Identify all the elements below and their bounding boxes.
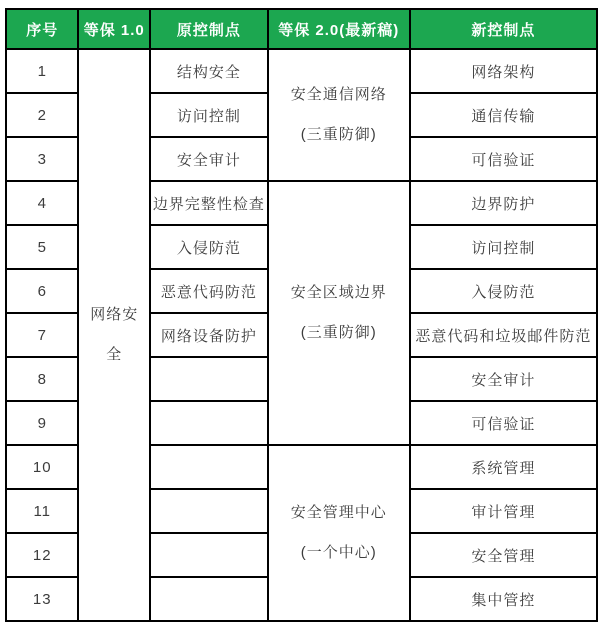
old-control-cell: 边界完整性检查 xyxy=(150,181,268,225)
old-control-cell xyxy=(150,401,268,445)
row-number-cell: 5 xyxy=(6,225,78,269)
group-subtitle: (三重防御) xyxy=(300,126,377,143)
group-cell-management-center xyxy=(268,445,410,621)
new-control-cell: 边界防护 xyxy=(410,181,597,225)
new-control-cell: 访问控制 xyxy=(410,225,597,269)
new-control-cell: 安全审计 xyxy=(410,357,597,401)
group-subtitle: (三重防御) xyxy=(300,324,377,341)
group-title: 安全区域边界 xyxy=(290,284,387,301)
new-control-cell: 通信传输 xyxy=(410,93,597,137)
row-number-cell: 1 xyxy=(6,49,78,93)
row-number-cell: 12 xyxy=(6,533,78,577)
row-number-cell: 6 xyxy=(6,269,78,313)
group-cell-area-boundary xyxy=(268,181,410,445)
row-number-cell: 7 xyxy=(6,313,78,357)
old-control-cell: 入侵防范 xyxy=(150,225,268,269)
row-number-cell: 8 xyxy=(6,357,78,401)
old-control-cell xyxy=(150,445,268,489)
new-control-cell: 恶意代码和垃圾邮件防范 xyxy=(410,313,597,357)
header-old-control: 原控制点 xyxy=(150,9,268,49)
header-dengbao-2: 等保 2.0(最新稿) xyxy=(268,9,410,49)
category-cell xyxy=(78,49,149,621)
new-control-cell: 可信验证 xyxy=(410,401,597,445)
old-control-cell xyxy=(150,357,268,401)
new-control-cell: 集中管控 xyxy=(410,577,597,621)
new-control-cell: 审计管理 xyxy=(410,489,597,533)
group-subtitle: (一个中心) xyxy=(300,544,377,561)
table-row xyxy=(6,49,597,93)
old-control-cell: 结构安全 xyxy=(150,49,268,93)
group-cell-communication-network xyxy=(268,49,410,181)
category-label: 网络安全 xyxy=(90,306,139,363)
header-row xyxy=(6,9,597,49)
old-control-cell xyxy=(150,577,268,621)
old-control-cell: 访问控制 xyxy=(150,93,268,137)
old-control-cell xyxy=(150,533,268,577)
new-control-cell: 入侵防范 xyxy=(410,269,597,313)
new-control-cell: 网络架构 xyxy=(410,49,597,93)
row-number-cell: 10 xyxy=(6,445,78,489)
old-control-cell xyxy=(150,489,268,533)
new-control-cell: 安全管理 xyxy=(410,533,597,577)
row-number-cell: 4 xyxy=(6,181,78,225)
row-number-cell: 2 xyxy=(6,93,78,137)
old-control-cell: 恶意代码防范 xyxy=(150,269,268,313)
new-control-cell: 可信验证 xyxy=(410,137,597,181)
row-number-cell: 3 xyxy=(6,137,78,181)
dengbao-comparison-table xyxy=(5,8,598,622)
row-number-cell: 11 xyxy=(6,489,78,533)
header-dengbao-1: 等保 1.0 xyxy=(78,9,149,49)
old-control-cell: 网络设备防护 xyxy=(150,313,268,357)
row-number-cell: 13 xyxy=(6,577,78,621)
header-new-control: 新控制点 xyxy=(410,9,597,49)
group-title: 安全通信网络 xyxy=(290,86,387,103)
row-number-cell: 9 xyxy=(6,401,78,445)
group-title: 安全管理中心 xyxy=(290,504,387,521)
old-control-cell: 安全审计 xyxy=(150,137,268,181)
new-control-cell: 系统管理 xyxy=(410,445,597,489)
header-index: 序号 xyxy=(6,9,78,49)
